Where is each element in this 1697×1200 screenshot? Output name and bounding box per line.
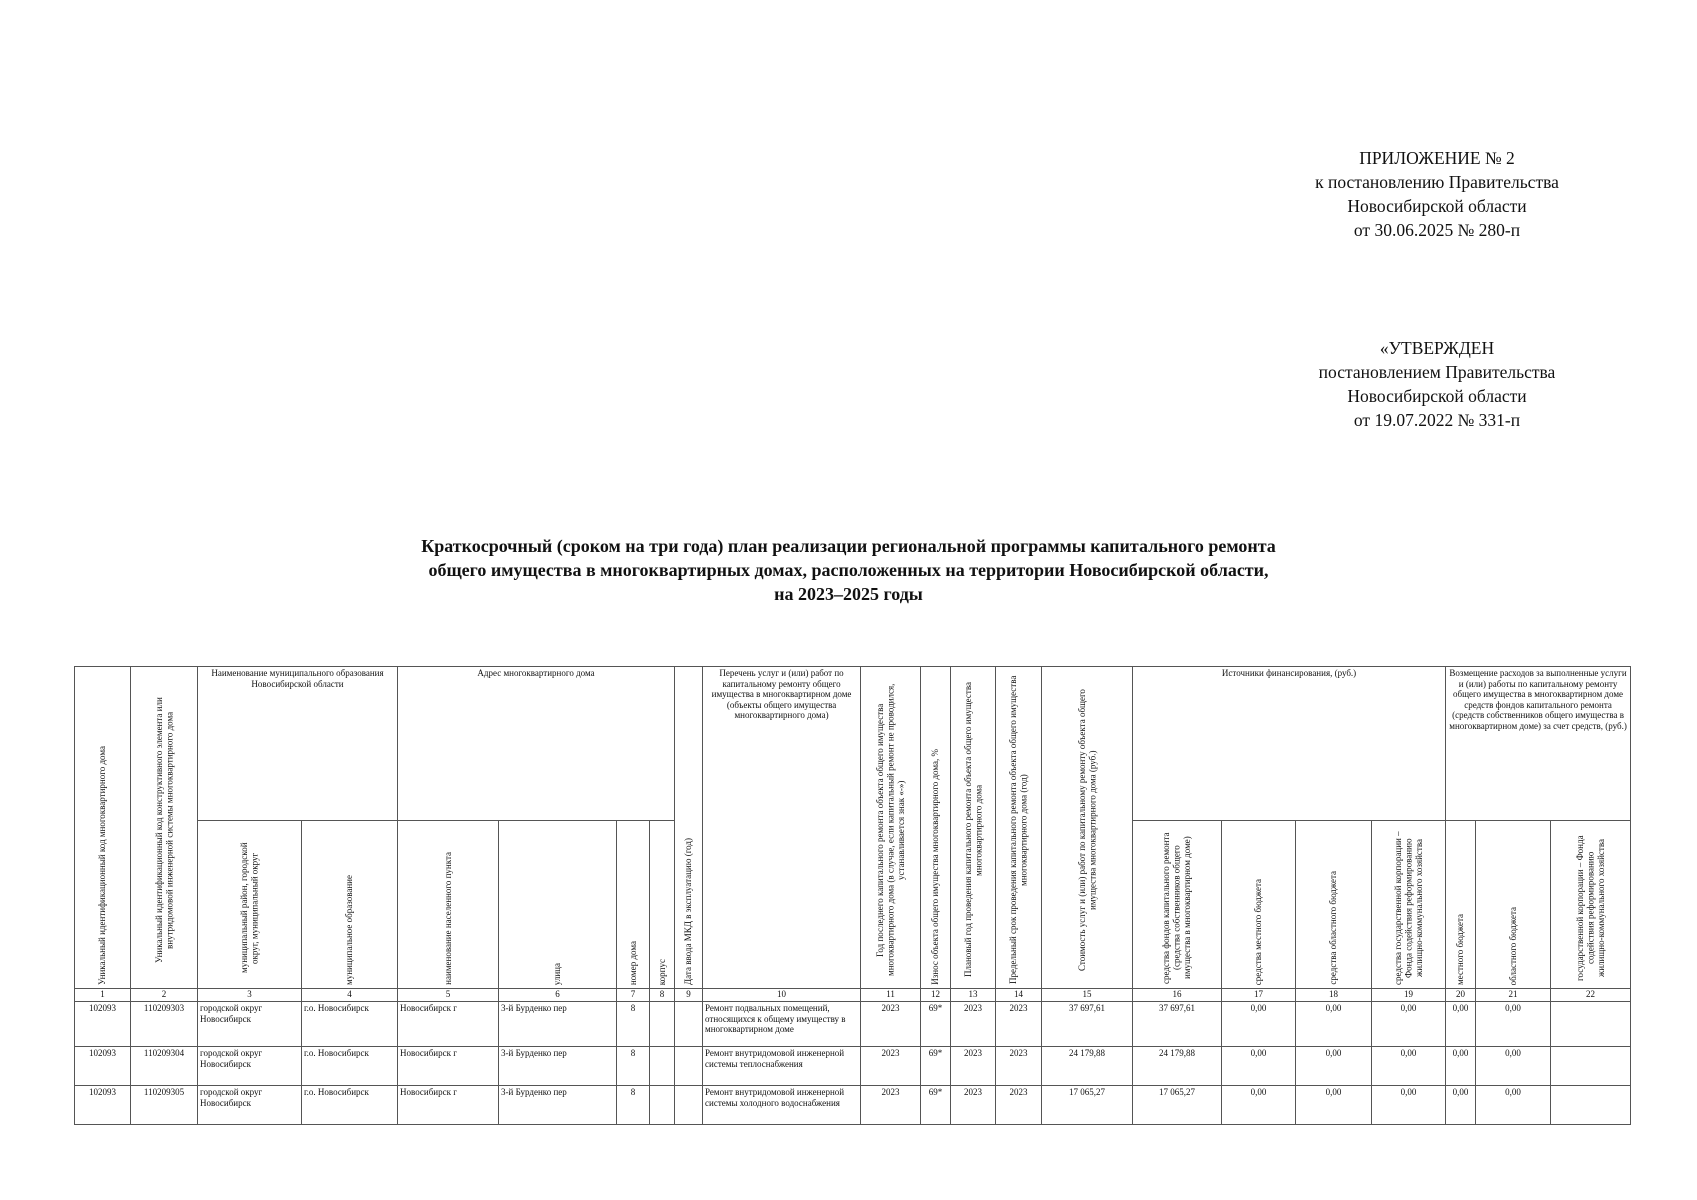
header-deadline: Предельный срок проведения капитального ремонта объекта общего имущества многоквартирного дома (год) xyxy=(996,667,1042,989)
cell-settlement: Новосибирск г xyxy=(398,1086,499,1125)
cell-settlement: Новосибирск г xyxy=(398,1002,499,1047)
cell-building xyxy=(650,1086,675,1125)
cell-funding-regional: 0,00 xyxy=(1296,1086,1372,1125)
column-number: 19 xyxy=(1372,989,1446,1002)
cell-uid-house: 102093 xyxy=(75,1047,131,1086)
header-reimb-corp: государственной корпорации – Фонда содействия реформированию жилищно-коммунального хозяйства xyxy=(1551,820,1631,988)
plan-table-wrapper xyxy=(74,666,1631,1125)
cell-reimb-local: 0,00 xyxy=(1446,1002,1476,1047)
cell-planned: 2023 xyxy=(951,1047,996,1086)
cell-reimb-local: 0,00 xyxy=(1446,1047,1476,1086)
cell-cost: 37 697,61 xyxy=(1042,1002,1133,1047)
column-number: 16 xyxy=(1133,989,1222,1002)
header-reimb-regional: областного бюджета xyxy=(1476,820,1551,988)
cell-municipality: г.о. Новосибирск xyxy=(302,1047,398,1086)
cell-funding-regional: 0,00 xyxy=(1296,1002,1372,1047)
header-street: улица xyxy=(499,820,617,988)
cell-reimb-regional: 0,00 xyxy=(1476,1002,1551,1047)
cell-house: 8 xyxy=(617,1086,650,1125)
cell-district: городской округ Новосибирск xyxy=(198,1002,302,1047)
cell-funding-owners: 24 179,88 xyxy=(1133,1047,1222,1086)
cell-funding-owners: 17 065,27 xyxy=(1133,1086,1222,1125)
header-address-group: Адрес многоквартирного дома xyxy=(398,667,675,821)
cell-funding-corp: 0,00 xyxy=(1372,1086,1446,1125)
column-number: 6 xyxy=(499,989,617,1002)
cell-uid-house: 102093 xyxy=(75,1002,131,1047)
column-number: 4 xyxy=(302,989,398,1002)
cell-house: 8 xyxy=(617,1002,650,1047)
cell-work: Ремонт подвальных помещений, относящихся к общему имуществу в многоквартирном доме xyxy=(703,1002,861,1047)
cell-street: 3-й Бурденко пер xyxy=(499,1002,617,1047)
title-line: Краткосрочный (сроком на три года) план реализации региональной программы капитального ремонта xyxy=(421,536,1276,556)
column-number: 9 xyxy=(675,989,703,1002)
column-number: 8 xyxy=(650,989,675,1002)
cell-planned: 2023 xyxy=(951,1002,996,1047)
column-number: 22 xyxy=(1551,989,1631,1002)
cell-uid-element: 110209303 xyxy=(131,1002,198,1047)
title-line: на 2023–2025 годы xyxy=(774,584,923,604)
cell-last-repair: 2023 xyxy=(861,1047,921,1086)
approved-line: «УТВЕРЖДЕН xyxy=(1379,338,1495,358)
cell-municipality: г.о. Новосибирск xyxy=(302,1002,398,1047)
cell-uid-element: 110209304 xyxy=(131,1047,198,1086)
column-number: 11 xyxy=(861,989,921,1002)
header-house-number: номер дома xyxy=(617,820,650,988)
column-number: 18 xyxy=(1296,989,1372,1002)
header-municipality: муниципальное образование xyxy=(302,820,398,988)
cell-wear: 69* xyxy=(921,1086,951,1125)
cell-district: городской округ Новосибирск xyxy=(198,1086,302,1125)
cell-cost: 17 065,27 xyxy=(1042,1086,1133,1125)
header-wear: Износ объекта общего имущества многоквартирного дома, % xyxy=(921,667,951,989)
column-number: 12 xyxy=(921,989,951,1002)
column-number: 15 xyxy=(1042,989,1133,1002)
cell-deadline: 2023 xyxy=(996,1002,1042,1047)
column-number: 14 xyxy=(996,989,1042,1002)
header-cost: Стоимость услуг и (или) работ по капитальному ремонту объекта общего имущества многоквартирного дома (руб.) xyxy=(1042,667,1133,989)
approved-line: Новосибирской области xyxy=(1347,386,1527,406)
cell-reimb-corp xyxy=(1551,1047,1631,1086)
cell-uid-house: 102093 xyxy=(75,1086,131,1125)
title-line: общего имущества в многоквартирных домах, расположенных на территории Новосибирской области, xyxy=(428,560,1269,580)
appendix-line: Новосибирской области xyxy=(1347,196,1527,216)
cell-work: Ремонт внутридомовой инженерной системы теплоснабжения xyxy=(703,1047,861,1086)
column-number: 1 xyxy=(75,989,131,1002)
cell-reimb-local: 0,00 xyxy=(1446,1086,1476,1125)
header-uid-element: Уникальный идентификационный код конструктивного элемента или внутридомовой инженерной системы многоквартирного дома xyxy=(131,667,198,989)
cell-street: 3-й Бурденко пер xyxy=(499,1047,617,1086)
header-commission-date: Дата ввода МКД в эксплуатацию (год) xyxy=(675,667,703,989)
cell-funding-local: 0,00 xyxy=(1222,1002,1296,1047)
cell-funding-owners: 37 697,61 xyxy=(1133,1002,1222,1047)
header-last-repair-year: Год последнего капитального ремонта объекта общего имущества многоквартирного дома (в случае, если капитальный ремонт не проводился, устанавливается знак «-») xyxy=(861,667,921,989)
appendix-line: к постановлению Правительства xyxy=(1315,172,1559,192)
header-settlement: наименование населенного пункта xyxy=(398,820,499,988)
cell-work: Ремонт внутридомовой инженерной системы холодного водоснабжения xyxy=(703,1086,861,1125)
header-funding-owners: средства фондов капитального ремонта (средства собственников общего имущества в многоквартирном доме) xyxy=(1133,820,1222,988)
cell-reimb-corp xyxy=(1551,1086,1631,1125)
cell-commission xyxy=(675,1047,703,1086)
header-building: корпус xyxy=(650,820,675,988)
cell-reimb-regional: 0,00 xyxy=(1476,1086,1551,1125)
cell-uid-element: 110209305 xyxy=(131,1086,198,1125)
appendix-line: ПРИЛОЖЕНИЕ № 2 xyxy=(1359,148,1515,168)
cell-house: 8 xyxy=(617,1047,650,1086)
cell-reimb-regional: 0,00 xyxy=(1476,1047,1551,1086)
approved-line: от 19.07.2022 № 331-п xyxy=(1353,410,1521,430)
column-number: 2 xyxy=(131,989,198,1002)
column-number: 7 xyxy=(617,989,650,1002)
cell-funding-corp: 0,00 xyxy=(1372,1002,1446,1047)
cell-settlement: Новосибирск г xyxy=(398,1047,499,1086)
column-number: 13 xyxy=(951,989,996,1002)
cell-planned: 2023 xyxy=(951,1086,996,1125)
header-funding-corp: средства государственной корпорации – Фонда содействия реформированию жилищно-коммунального хозяйства xyxy=(1372,820,1446,988)
header-uid-house: Уникальный идентификационный код многоквартирного дома xyxy=(75,667,131,989)
cell-street: 3-й Бурденко пер xyxy=(499,1086,617,1125)
header-funding-regional: средства областного бюджета xyxy=(1296,820,1372,988)
column-number: 5 xyxy=(398,989,499,1002)
cell-commission xyxy=(675,1086,703,1125)
cell-last-repair: 2023 xyxy=(861,1086,921,1125)
cell-building xyxy=(650,1047,675,1086)
cell-last-repair: 2023 xyxy=(861,1002,921,1047)
header-funding-local: средства местного бюджета xyxy=(1222,820,1296,988)
cell-reimb-corp xyxy=(1551,1002,1631,1047)
document-title xyxy=(0,534,1697,606)
appendix-stamp xyxy=(1287,146,1587,242)
column-number: 3 xyxy=(198,989,302,1002)
appendix-line: от 30.06.2025 № 280-п xyxy=(1353,220,1521,240)
header-reimb-local: местного бюджета xyxy=(1446,820,1476,988)
cell-funding-regional: 0,00 xyxy=(1296,1047,1372,1086)
cell-municipality: г.о. Новосибирск xyxy=(302,1086,398,1125)
cell-cost: 24 179,88 xyxy=(1042,1047,1133,1086)
cell-building xyxy=(650,1002,675,1047)
table-row xyxy=(75,1002,1631,1047)
header-planned-year: Плановый год проведения капитального ремонта объекта общего имущества многоквартирного дома xyxy=(951,667,996,989)
cell-commission xyxy=(675,1002,703,1047)
cell-deadline: 2023 xyxy=(996,1047,1042,1086)
column-number: 10 xyxy=(703,989,861,1002)
column-number: 20 xyxy=(1446,989,1476,1002)
cell-funding-local: 0,00 xyxy=(1222,1086,1296,1125)
header-works-list: Перечень услуг и (или) работ по капитальному ремонту общего имущества в многоквартирном доме (объекты общего имущества многоквартирного дома) xyxy=(703,667,861,989)
table-row xyxy=(75,1047,1631,1086)
cell-funding-local: 0,00 xyxy=(1222,1047,1296,1086)
cell-wear: 69* xyxy=(921,1002,951,1047)
header-municipal-group: Наименование муниципального образования Новосибирской области xyxy=(198,667,398,821)
column-number-row xyxy=(75,989,1631,1002)
cell-district: городской округ Новосибирск xyxy=(198,1047,302,1086)
table-row xyxy=(75,1086,1631,1125)
approved-stamp xyxy=(1287,336,1587,432)
cell-deadline: 2023 xyxy=(996,1086,1042,1125)
header-funding-group: Источники финансирования, (руб.) xyxy=(1133,667,1446,821)
column-number: 21 xyxy=(1476,989,1551,1002)
header-municipal-district: муниципальный район, городской округ, муниципальный округ xyxy=(198,820,302,988)
approved-line: постановлением Правительства xyxy=(1318,362,1556,382)
column-number: 17 xyxy=(1222,989,1296,1002)
plan-table xyxy=(74,666,1631,1125)
cell-wear: 69* xyxy=(921,1047,951,1086)
cell-funding-corp: 0,00 xyxy=(1372,1047,1446,1086)
header-reimbursement-group: Возмещение расходов за выполненные услуги и (или) работы по капитальному ремонту общего имущества в многоквартирном доме средств фондов капитального ремонта (средств собственников общего имущества в многоквартирном доме) за счет средств, (руб.) xyxy=(1446,667,1631,821)
